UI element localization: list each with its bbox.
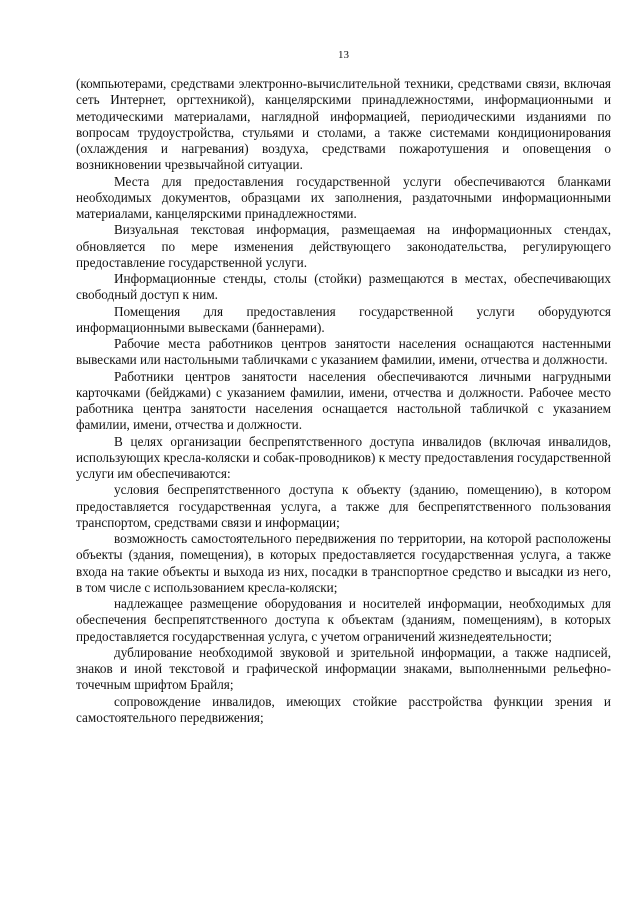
list-item: условия беспрепятственного доступа к объекту (зданию, помещению), в котором предоставляется государственная услуга, а также для беспрепятственного пользования транспортом, средствами связи и информации; bbox=[76, 482, 611, 530]
paragraph: В целях организации беспрепятственного доступа инвалидов (включая инвалидов, использующих кресла-коляски и собак-проводников) к месту предоставления государственной услуги им обеспечиваются: bbox=[76, 433, 611, 481]
paragraph: Места для предоставления государственной услуги обеспечиваются бланками необходимых документов, образцами их заполнения, раздаточными информационными материалами, канцелярскими принадлежностями. bbox=[76, 173, 611, 221]
paragraph: Визуальная текстовая информация, размещаемая на информационных стендах, обновляется по мере изменения действующего законодательства, регулирующего предоставление государственной услуги. bbox=[76, 222, 611, 270]
list-item: возможность самостоятельного передвижения по территории, на которой расположены объекты (здания, помещения), в которых предоставляется государственная услуга, а также входа на такие объекты и выхода из них, посадки в транспортное средство и высадки из него, в том числе с использованием кресла-коляски; bbox=[76, 531, 611, 595]
page-number: 13 bbox=[338, 49, 349, 61]
list-item: сопровождение инвалидов, имеющих стойкие расстройства функции зрения и самостоятельного передвижения; bbox=[76, 693, 611, 725]
paragraph: Помещения для предоставления государственной услуги оборудуются информационными вывесками (баннерами). bbox=[76, 303, 611, 335]
list-item: надлежащее размещение оборудования и носителей информации, необходимых для обеспечения беспрепятственного доступа к объектам (зданиям, помещениям), в которых предоставляется государственная услуга, с учетом ограничений жизнедеятельности; bbox=[76, 596, 611, 644]
paragraph: Информационные стенды, столы (стойки) размещаются в местах, обеспечивающих свободный доступ к ним. bbox=[76, 271, 611, 303]
document-page bbox=[76, 48, 611, 726]
list-item: дублирование необходимой звуковой и зрительной информации, а также надписей, знаков и иной текстовой и графической информации знаками, выполненными рельефно-точечным шрифтом Брайля; bbox=[76, 644, 611, 693]
paragraph: (компьютерами, средствами электронно-вычислительной техники, средствами связи, включая сеть Интернет, оргтехникой), канцелярскими принадлежностями, информационными и методическими материалами, наглядной информацией, периодическими изданиями по вопросам трудоустройства, стульями и столами, а также системами кондиционирования (охлаждения и нагревания) воздуха, средствами пожаротушения и оповещения о возникновении чрезвычайной ситуации. bbox=[76, 76, 611, 173]
paragraph: Работники центров занятости населения обеспечиваются личными нагрудными карточками (бейджами) с указанием фамилии, имени, отчества и должности. Рабочее место работника центра занятости населения оснащается настольной табличкой с указанием фамилии, имени, отчества и должности. bbox=[76, 368, 611, 433]
paragraph: Рабочие места работников центров занятости населения оснащаются настенными вывесками или настольными табличками с указанием фамилии, имени, отчества и должности. bbox=[76, 336, 611, 368]
